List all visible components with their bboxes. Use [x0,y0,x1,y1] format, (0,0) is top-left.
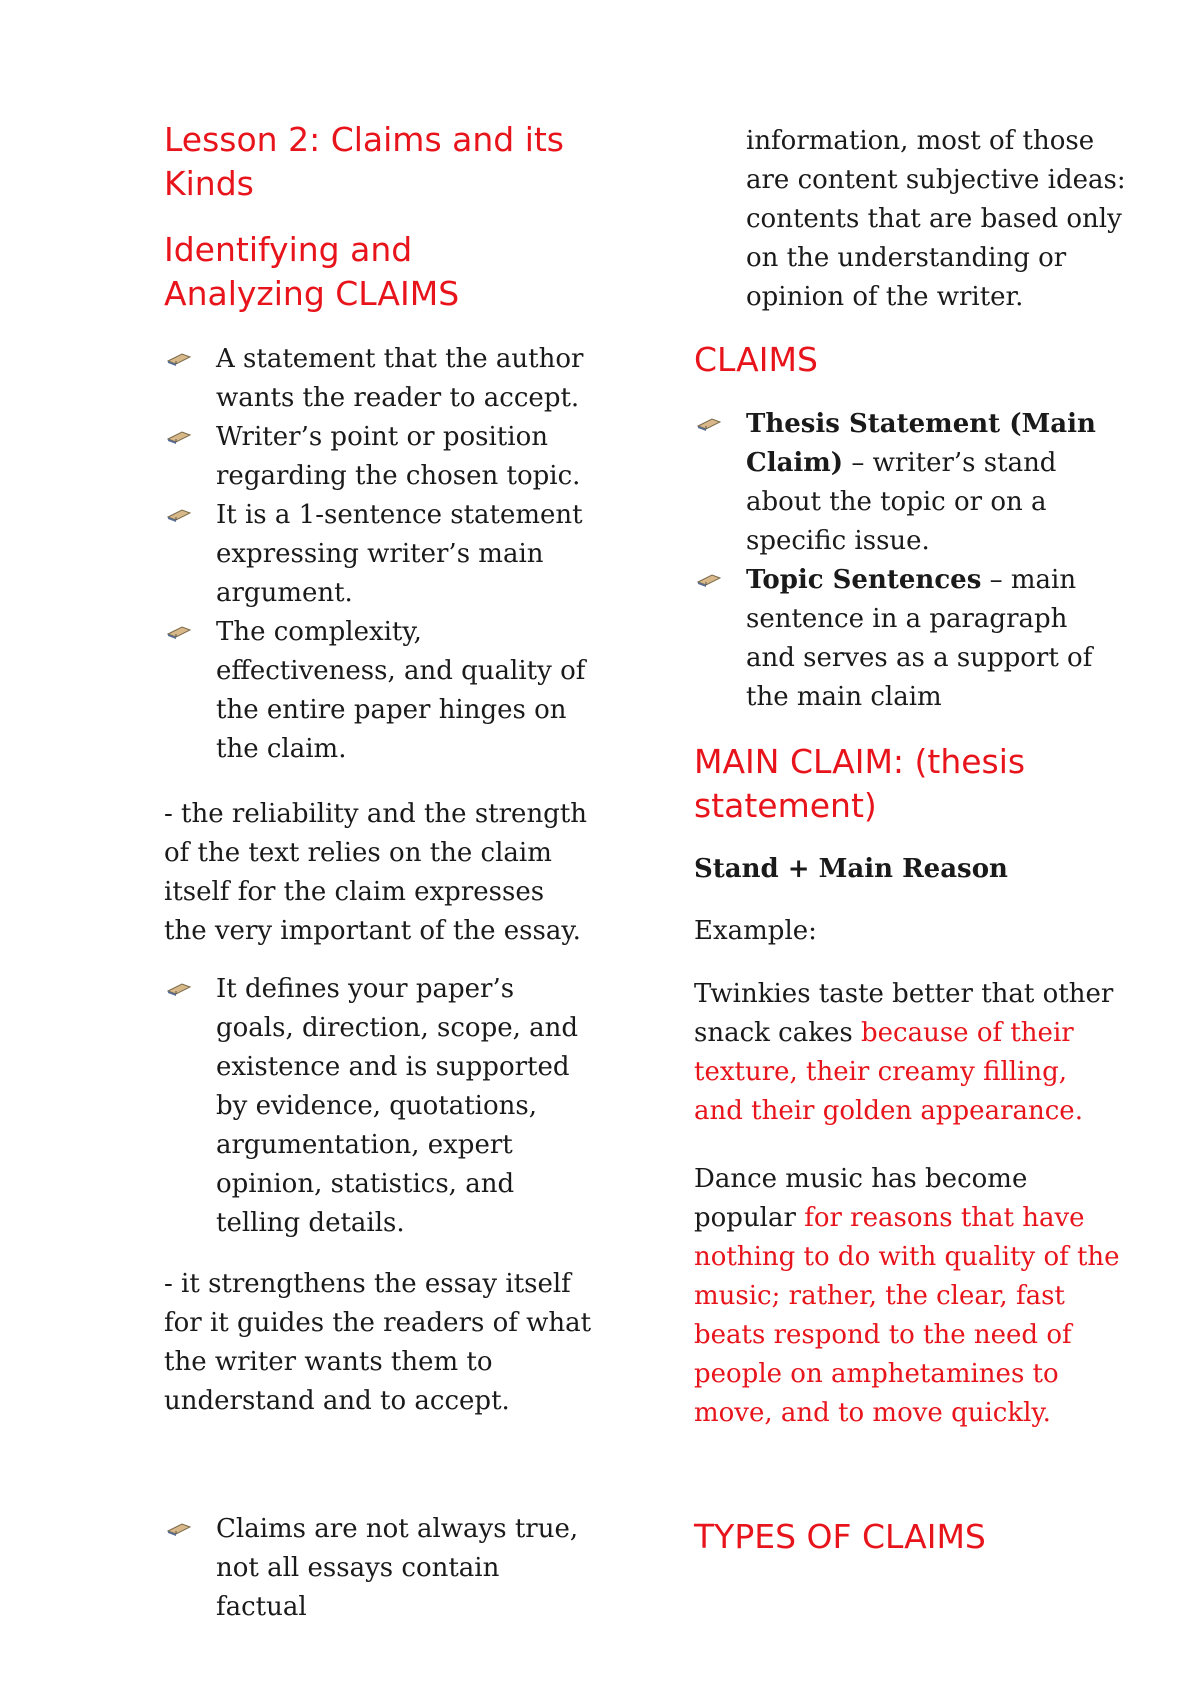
example-2-plain: Dance music has become popular [694,1164,1028,1233]
example-1 [694,975,1124,1131]
section-heading-types: TYPES OF CLAIMS [694,1517,986,1556]
example-2 [694,1160,1124,1433]
list-item-desc: – main sentence in a paragraph and serves as a support of the main claim [746,565,1093,712]
paragraph-continuation: information, most of those are content subjective ideas: contents that are based only on the understanding or opinion of the writer. [746,126,1126,312]
lesson-title: Lesson 2: Claims and its Kinds [164,120,564,203]
list-item-text: Claims are not always true, not all essays contain factual [216,1514,579,1622]
list-item-text: Writer’s point or position regarding the chosen topic. [216,422,581,491]
list-item-term: Topic Sentences [746,565,982,595]
formula-bold: Stand + Main Reason [694,854,1008,884]
section-heading-claims: CLAIMS [694,340,818,379]
book-bullet-icon [166,980,192,996]
section-heading-identifying: Identifying and Analyzing CLAIMS [164,230,460,313]
book-bullet-icon [166,506,192,522]
example-1-plain: Twinkies taste better that other snack cakes [694,979,1114,1048]
list-item [694,405,1124,561]
formula-text [694,850,1008,889]
claim-goals-list [164,970,594,1243]
book-bullet-icon [166,1520,192,1536]
list-item-text: It defines your paper’s goals, direction, scope, and existence and is supported by evidence, quotations, argumentation, expert opinion, statistics, and telling details. [216,974,579,1238]
example-label: Example: [694,916,817,946]
list-item [164,340,594,418]
list-item-term: Thesis Statement (Main Claim) [746,409,1096,478]
list-item-text: The complexity, effectiveness, and quality of the entire paper hinges on the claim. [216,617,586,764]
list-item [164,613,594,769]
paragraph-reliability: - the reliability and the strength of the text relies on the claim itself for the claim expresses the very important of the essay. [164,799,588,946]
list-item [164,970,594,1243]
list-item-text: It is a 1-sentence statement expressing writer’s main argument. [216,500,583,608]
book-bullet-icon [166,623,192,639]
claims-truth-list [164,1510,594,1627]
section-heading-main-claim: MAIN CLAIM: (thesis statement) [694,742,1026,825]
claims-kinds-list [694,405,1124,717]
list-item-desc: – writer’s stand about the topic or on a specific issue. [746,448,1057,556]
list-item-text: A statement that the author wants the reader to accept. [216,344,584,413]
book-bullet-icon [696,571,722,587]
book-bullet-icon [166,428,192,444]
book-bullet-icon [696,415,722,431]
example-1-reason: because of their texture, their creamy filling, and their golden appearance. [694,1018,1083,1126]
list-item [164,1510,594,1627]
list-item [694,561,1124,717]
example-2-reason: for reasons that have nothing to do with quality of the music; rather, the clear, fast beats respond to the need of people on amphetamines to move, and to move quickly. [694,1203,1120,1428]
paragraph-strengthens: - it strengthens the essay itself for it guides the readers of what the writer wants them to understand and to accept. [164,1269,592,1416]
claim-definition-list [164,340,594,769]
list-item [164,496,594,613]
list-item [164,418,594,496]
book-bullet-icon [166,350,192,366]
